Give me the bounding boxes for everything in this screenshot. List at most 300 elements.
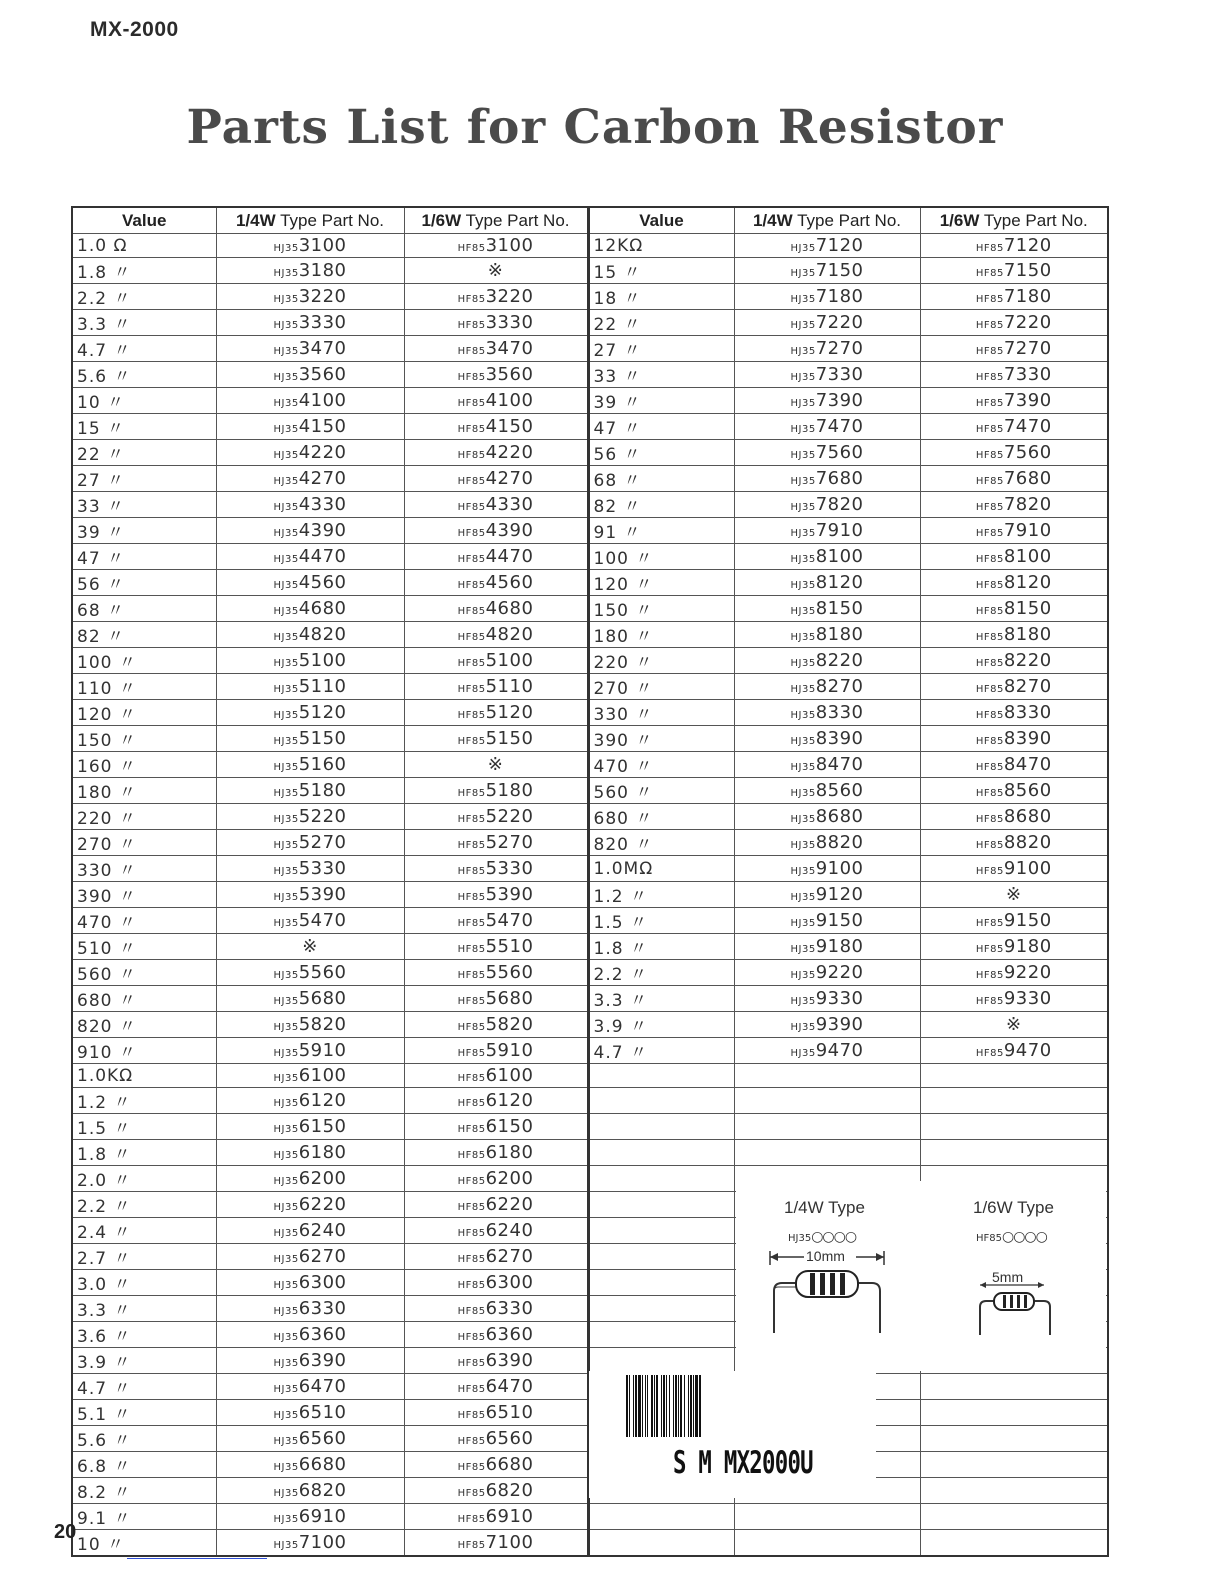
sixth-watt-part-no xyxy=(404,1504,588,1530)
quarter-watt-part-no xyxy=(734,570,920,596)
resistance-value: 1.0KΩ xyxy=(72,1064,216,1088)
column-header-bold: Value xyxy=(639,210,684,230)
table-row xyxy=(72,700,1108,726)
part-prefix: HF85 xyxy=(457,866,486,877)
quarter-watt-part-no xyxy=(734,234,920,258)
sixth-watt-part-no xyxy=(920,544,1108,570)
part-prefix: HJ35 xyxy=(273,892,299,903)
quarter-watt-part-no xyxy=(216,1530,404,1557)
empty-cell xyxy=(734,1140,920,1166)
resistance-value: 560 〃 xyxy=(72,960,216,986)
table-row xyxy=(72,1530,1108,1557)
part-prefix: HJ35 xyxy=(273,1022,299,1033)
quarter-watt-part-no xyxy=(216,856,404,882)
sixth-watt-part-no xyxy=(920,258,1108,284)
part-prefix: HF85 xyxy=(975,424,1004,435)
part-prefix: HF85 xyxy=(457,840,486,851)
part-number: 9100 xyxy=(1003,858,1052,879)
part-prefix: HJ35 xyxy=(273,658,299,669)
sixth-watt-part-no xyxy=(404,388,588,414)
part-number: 9180 xyxy=(1003,936,1052,957)
part-prefix: HJ35 xyxy=(790,476,816,487)
part-prefix: HJ35 xyxy=(273,320,299,331)
part-number: 9220 xyxy=(815,962,864,983)
part-number: 5560 xyxy=(485,962,534,983)
quarter-watt-part-no xyxy=(734,336,920,362)
barcode-bar xyxy=(626,1375,628,1437)
resistance-value: 3.9 〃 xyxy=(72,1348,216,1374)
resistance-value: 1.5 〃 xyxy=(72,1114,216,1140)
part-prefix: HF85 xyxy=(457,450,486,461)
part-prefix: HJ35 xyxy=(273,1098,299,1109)
empty-cell xyxy=(734,1530,920,1557)
part-prefix: HF85 xyxy=(457,1306,486,1317)
column-header-bold: Value xyxy=(122,210,167,230)
part-prefix: HF85 xyxy=(457,1488,486,1499)
resistance-value: 510 〃 xyxy=(72,934,216,960)
part-prefix: HJ35 xyxy=(273,814,299,825)
part-number: ※ xyxy=(487,260,504,281)
column-header xyxy=(404,207,588,234)
legend-sixth-watt-code xyxy=(976,1229,1047,1245)
resistance-value: 1.0MΩ xyxy=(588,856,734,882)
part-number: 3330 xyxy=(298,312,347,333)
empty-cell xyxy=(588,1064,734,1088)
resistance-value: 100 〃 xyxy=(588,544,734,570)
part-prefix: HF85 xyxy=(975,840,1004,851)
quarter-watt-part-no xyxy=(734,310,920,336)
part-number: 6330 xyxy=(485,1298,534,1319)
legend-sixth-watt-label: 1/6W Type xyxy=(973,1198,1054,1217)
quarter-watt-part-no xyxy=(216,362,404,388)
part-number: 8560 xyxy=(1003,780,1052,801)
sixth-watt-part-no xyxy=(920,674,1108,700)
quarter-watt-part-no xyxy=(216,1348,404,1374)
sixth-watt-part-no xyxy=(404,726,588,752)
empty-cell xyxy=(920,1426,1108,1452)
part-prefix: HF85 xyxy=(457,294,486,305)
part-number: 6150 xyxy=(298,1116,347,1137)
part-number: 6270 xyxy=(298,1246,347,1267)
part-prefix: HJ35 xyxy=(790,243,816,254)
column-header-text: Type Part No. xyxy=(275,210,385,230)
part-prefix: HJ35 xyxy=(790,788,816,799)
table-row xyxy=(72,518,1108,544)
part-prefix: HJ35 xyxy=(273,1410,299,1421)
resistance-value: 2.4 〃 xyxy=(72,1218,216,1244)
part-prefix: HF85 xyxy=(457,1332,486,1343)
resistance-value: 15 〃 xyxy=(588,258,734,284)
part-prefix: HF85 xyxy=(975,788,1004,799)
table-row xyxy=(72,1064,1108,1088)
part-number: 6470 xyxy=(298,1376,347,1397)
part-prefix: HF85 xyxy=(975,970,1004,981)
part-prefix: HJ35 xyxy=(790,580,816,591)
legend-quarter-code-suffix: ○○○○ xyxy=(811,1229,857,1245)
quarter-watt-part-no xyxy=(734,986,920,1012)
quarter-watt-part-no xyxy=(216,310,404,336)
part-number: 9150 xyxy=(1003,910,1052,931)
barcode-bar xyxy=(693,1375,694,1437)
part-prefix: HJ35 xyxy=(273,996,299,1007)
resistance-value: 5.1 〃 xyxy=(72,1400,216,1426)
part-number: 5180 xyxy=(485,780,534,801)
part-number: 4820 xyxy=(485,624,534,645)
part-prefix: HF85 xyxy=(975,502,1004,513)
resistance-value: 5.6 〃 xyxy=(72,362,216,388)
part-number: 5330 xyxy=(298,858,347,879)
quarter-watt-part-no xyxy=(734,492,920,518)
resistance-value: 82 〃 xyxy=(72,622,216,648)
part-prefix: HJ35 xyxy=(273,1436,299,1447)
part-prefix: HJ35 xyxy=(790,684,816,695)
part-number: 5180 xyxy=(298,780,347,801)
table-row xyxy=(72,492,1108,518)
part-prefix: HJ35 xyxy=(273,1073,299,1084)
sixth-watt-part-no xyxy=(920,934,1108,960)
sixth-watt-part-no xyxy=(404,1114,588,1140)
column-header-bold: 1/6W xyxy=(939,210,980,230)
part-number: 7910 xyxy=(815,520,864,541)
sixth-watt-part-no xyxy=(920,830,1108,856)
part-number: 7560 xyxy=(1003,442,1052,463)
part-prefix: HF85 xyxy=(975,1048,1004,1059)
sixth-watt-part-no xyxy=(404,752,588,778)
empty-cell xyxy=(588,1322,734,1348)
part-number: 9470 xyxy=(1003,1040,1052,1061)
part-prefix: HJ35 xyxy=(273,840,299,851)
sixth-watt-part-no xyxy=(920,752,1108,778)
part-number: 4150 xyxy=(298,416,347,437)
sixth-watt-part-no xyxy=(404,1452,588,1478)
sixth-watt-part-no xyxy=(404,804,588,830)
part-number: 6300 xyxy=(485,1272,534,1293)
quarter-watt-part-no xyxy=(734,440,920,466)
part-number: 9120 xyxy=(815,884,864,905)
empty-cell xyxy=(920,1088,1108,1114)
part-number: 3180 xyxy=(298,260,347,281)
empty-cell xyxy=(920,1530,1108,1557)
part-number: 7330 xyxy=(815,364,864,385)
page-number: 20 xyxy=(54,1521,77,1543)
page-title: Parts List for Carbon Resistor xyxy=(186,100,1004,155)
part-prefix: HF85 xyxy=(975,918,1004,929)
part-prefix: HJ35 xyxy=(273,476,299,487)
legend-sixth-dimension: 5mm xyxy=(992,1269,1024,1285)
part-number: 7120 xyxy=(1003,235,1052,256)
part-prefix: HF85 xyxy=(975,814,1004,825)
quarter-watt-part-no xyxy=(216,388,404,414)
table-row xyxy=(72,1140,1108,1166)
part-number: 6560 xyxy=(298,1428,347,1449)
part-number: 5120 xyxy=(298,702,347,723)
part-number: 7150 xyxy=(815,260,864,281)
part-prefix: HF85 xyxy=(975,320,1004,331)
empty-cell xyxy=(588,1348,734,1374)
part-prefix: HF85 xyxy=(975,268,1004,279)
quarter-watt-part-no xyxy=(734,934,920,960)
part-number: 6510 xyxy=(298,1402,347,1423)
part-number: 5560 xyxy=(298,962,347,983)
table-row xyxy=(72,674,1108,700)
quarter-watt-part-no xyxy=(216,1374,404,1400)
part-number: 6470 xyxy=(485,1376,534,1397)
sixth-watt-part-no xyxy=(404,1140,588,1166)
resistance-value: 8.2 〃 xyxy=(72,1478,216,1504)
part-prefix: HJ35 xyxy=(790,424,816,435)
sixth-watt-part-no xyxy=(404,934,588,960)
sixth-watt-part-no xyxy=(920,726,1108,752)
part-number: 7330 xyxy=(1003,364,1052,385)
part-prefix: HF85 xyxy=(457,1202,486,1213)
barcode-bar xyxy=(661,1375,662,1437)
sixth-watt-part-no xyxy=(920,856,1108,882)
quarter-watt-part-no xyxy=(216,1140,404,1166)
quarter-watt-part-no xyxy=(216,1088,404,1114)
part-prefix: HF85 xyxy=(457,1098,486,1109)
part-prefix: HJ35 xyxy=(790,398,816,409)
part-prefix: HJ35 xyxy=(790,268,816,279)
quarter-watt-part-no xyxy=(216,804,404,830)
resistance-value: 680 〃 xyxy=(72,986,216,1012)
part-prefix: HF85 xyxy=(457,528,486,539)
empty-cell xyxy=(734,1504,920,1530)
part-number: 8820 xyxy=(815,832,864,853)
sixth-watt-part-no xyxy=(404,700,588,726)
resistance-value: 68 〃 xyxy=(588,466,734,492)
part-number: 4390 xyxy=(485,520,534,541)
part-prefix: HJ35 xyxy=(273,243,299,254)
column-header-bold: 1/6W xyxy=(421,210,462,230)
part-number: 6180 xyxy=(298,1142,347,1163)
part-prefix: HF85 xyxy=(457,320,486,331)
barcode-bar xyxy=(699,1375,701,1437)
part-number: 5470 xyxy=(485,910,534,931)
sixth-watt-part-no xyxy=(920,492,1108,518)
part-prefix: HF85 xyxy=(975,762,1004,773)
part-prefix: HJ35 xyxy=(273,294,299,305)
resistance-value: 56 〃 xyxy=(72,570,216,596)
part-number: 4100 xyxy=(485,390,534,411)
sixth-watt-part-no xyxy=(404,648,588,674)
part-number: 5390 xyxy=(485,884,534,905)
resistance-value: 1.8 〃 xyxy=(72,258,216,284)
sixth-watt-part-no xyxy=(404,544,588,570)
sixth-watt-part-no xyxy=(404,1348,588,1374)
part-prefix: HF85 xyxy=(975,450,1004,461)
part-prefix: HJ35 xyxy=(273,1124,299,1135)
resistance-value: 470 〃 xyxy=(588,752,734,778)
part-number: 3100 xyxy=(298,235,347,256)
part-number: 5510 xyxy=(485,936,534,957)
legend-quarter-watt-label: 1/4W Type xyxy=(784,1198,865,1217)
column-header xyxy=(588,207,734,234)
sixth-watt-part-no xyxy=(920,414,1108,440)
resistance-value: 110 〃 xyxy=(72,674,216,700)
quarter-watt-part-no xyxy=(734,804,920,830)
part-number: 7220 xyxy=(1003,312,1052,333)
part-prefix: HJ35 xyxy=(790,632,816,643)
part-prefix: HJ35 xyxy=(273,1358,299,1369)
part-prefix: HJ35 xyxy=(273,528,299,539)
quarter-watt-part-no xyxy=(216,1296,404,1322)
sixth-watt-part-no xyxy=(920,908,1108,934)
sixth-watt-resistor-drawing xyxy=(972,1281,1062,1341)
resistance-value: 2.7 〃 xyxy=(72,1244,216,1270)
part-number: 8470 xyxy=(815,754,864,775)
part-number: 8470 xyxy=(1003,754,1052,775)
sixth-watt-part-no xyxy=(404,1166,588,1192)
quarter-watt-part-no xyxy=(734,856,920,882)
sixth-watt-part-no xyxy=(404,1244,588,1270)
part-prefix: HF85 xyxy=(457,243,486,254)
legend-quarter-dimension: 10mm xyxy=(806,1248,845,1264)
table-row xyxy=(72,752,1108,778)
resistance-value: 10 〃 xyxy=(72,1530,216,1557)
part-prefix: HF85 xyxy=(457,1254,486,1265)
part-number: 5680 xyxy=(298,988,347,1009)
resistance-value: 33 〃 xyxy=(588,362,734,388)
part-number: 5470 xyxy=(298,910,347,931)
table-row xyxy=(72,726,1108,752)
quarter-watt-part-no xyxy=(734,908,920,934)
part-prefix: HF85 xyxy=(457,970,486,981)
part-number: 5120 xyxy=(485,702,534,723)
part-prefix: HF85 xyxy=(457,372,486,383)
sixth-watt-part-no xyxy=(404,258,588,284)
table-row xyxy=(72,440,1108,466)
part-prefix: HJ35 xyxy=(273,398,299,409)
part-number: 7390 xyxy=(815,390,864,411)
resistance-value: 1.0 Ω xyxy=(72,234,216,258)
barcode-bar xyxy=(656,1375,658,1437)
part-prefix: HF85 xyxy=(457,684,486,695)
part-prefix: HF85 xyxy=(457,710,486,721)
part-prefix: HF85 xyxy=(457,1073,486,1084)
resistance-value: 1.2 〃 xyxy=(72,1088,216,1114)
resistance-value: 9.1 〃 xyxy=(72,1504,216,1530)
part-prefix: HJ35 xyxy=(273,788,299,799)
quarter-watt-part-no xyxy=(216,908,404,934)
quarter-watt-part-no xyxy=(734,752,920,778)
quarter-watt-part-no xyxy=(216,778,404,804)
part-prefix: HF85 xyxy=(457,1462,486,1473)
part-number: 5110 xyxy=(298,676,347,697)
quarter-watt-part-no xyxy=(734,388,920,414)
part-number: 5150 xyxy=(485,728,534,749)
part-number: 6100 xyxy=(298,1065,347,1086)
part-number: 6910 xyxy=(485,1506,534,1527)
empty-cell xyxy=(588,1166,734,1192)
resistance-value: 120 〃 xyxy=(588,570,734,596)
sixth-watt-part-no xyxy=(920,882,1108,908)
quarter-watt-part-no xyxy=(734,466,920,492)
quarter-watt-part-no xyxy=(216,1504,404,1530)
quarter-watt-part-no xyxy=(734,1038,920,1064)
sixth-watt-part-no xyxy=(920,388,1108,414)
part-prefix: HJ35 xyxy=(790,320,816,331)
sixth-watt-part-no xyxy=(920,284,1108,310)
part-number: 7100 xyxy=(485,1532,534,1553)
part-prefix: HF85 xyxy=(975,866,1004,877)
part-prefix: HJ35 xyxy=(273,1150,299,1161)
part-number: 6820 xyxy=(298,1480,347,1501)
empty-cell xyxy=(588,1530,734,1557)
part-prefix: HJ35 xyxy=(273,1306,299,1317)
resistance-value: 160 〃 xyxy=(72,752,216,778)
legend-quarter-watt-code xyxy=(788,1229,856,1245)
part-number: 5270 xyxy=(298,832,347,853)
quarter-watt-part-no xyxy=(216,258,404,284)
sixth-watt-part-no xyxy=(404,778,588,804)
quarter-watt-part-no xyxy=(216,752,404,778)
empty-cell xyxy=(588,1218,734,1244)
quarter-watt-part-no xyxy=(734,1012,920,1038)
quarter-watt-part-no xyxy=(734,726,920,752)
table-row xyxy=(72,856,1108,882)
part-prefix: HJ35 xyxy=(790,762,816,773)
part-number: 4270 xyxy=(485,468,534,489)
sixth-watt-part-no xyxy=(920,622,1108,648)
quarter-watt-part-no xyxy=(216,1452,404,1478)
barcode-bar xyxy=(675,1375,677,1437)
empty-cell xyxy=(588,1296,734,1322)
part-number: 6300 xyxy=(298,1272,347,1293)
table-row xyxy=(72,986,1108,1012)
quarter-watt-part-no xyxy=(216,492,404,518)
part-number: 6910 xyxy=(298,1506,347,1527)
part-number: 3220 xyxy=(485,286,534,307)
barcode-bar xyxy=(635,1375,637,1437)
part-prefix: HF85 xyxy=(457,788,486,799)
quarter-watt-part-no xyxy=(216,1166,404,1192)
table-row xyxy=(72,258,1108,284)
sixth-watt-part-no xyxy=(920,570,1108,596)
barcode-bar xyxy=(638,1375,641,1437)
resistance-value: 91 〃 xyxy=(588,518,734,544)
part-prefix: HJ35 xyxy=(790,502,816,513)
part-prefix: HJ35 xyxy=(790,892,816,903)
part-number: 7150 xyxy=(1003,260,1052,281)
quarter-watt-part-no xyxy=(216,1192,404,1218)
sixth-watt-part-no xyxy=(404,1478,588,1504)
part-number: 6510 xyxy=(485,1402,534,1423)
part-number: 4150 xyxy=(485,416,534,437)
quarter-watt-part-no xyxy=(216,1426,404,1452)
part-prefix: HJ35 xyxy=(273,580,299,591)
part-number: 8330 xyxy=(815,702,864,723)
part-number: 8220 xyxy=(815,650,864,671)
table-row xyxy=(72,882,1108,908)
resistance-value: 2.2 〃 xyxy=(72,1192,216,1218)
part-number: 7680 xyxy=(1003,468,1052,489)
resistance-value: 18 〃 xyxy=(588,284,734,310)
part-prefix: HF85 xyxy=(457,1384,486,1395)
part-prefix: HF85 xyxy=(975,632,1004,643)
part-number: 4390 xyxy=(298,520,347,541)
part-prefix: HJ35 xyxy=(273,632,299,643)
part-prefix: HJ35 xyxy=(273,1384,299,1395)
resistance-value: 2.2 〃 xyxy=(72,284,216,310)
part-number: 6680 xyxy=(485,1454,534,1475)
barcode-image xyxy=(626,1375,744,1437)
part-number: ※ xyxy=(487,754,504,775)
resistance-value: 15 〃 xyxy=(72,414,216,440)
quarter-watt-part-no xyxy=(216,1218,404,1244)
column-header-text: Type Part No. xyxy=(979,210,1088,230)
empty-cell xyxy=(588,1244,734,1270)
part-prefix: HF85 xyxy=(457,554,486,565)
